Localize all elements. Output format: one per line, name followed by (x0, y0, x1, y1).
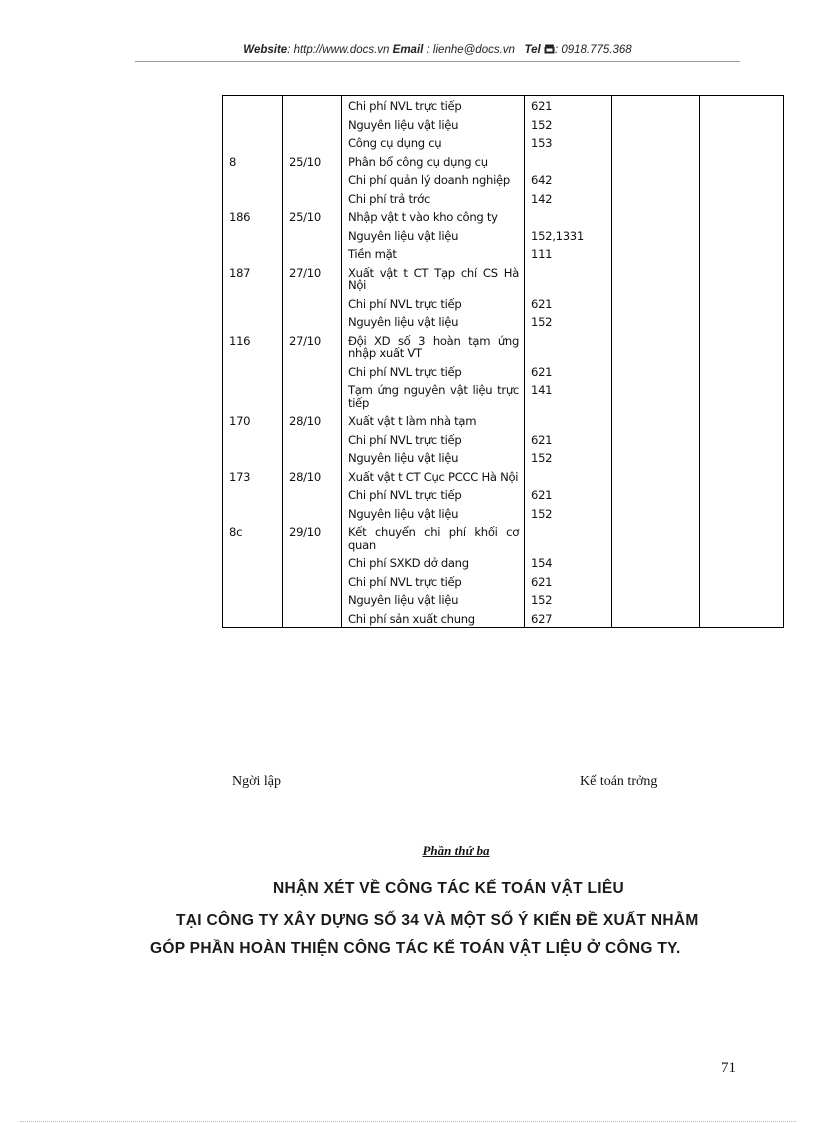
credit-cell (700, 133, 784, 152)
debit-cell (612, 207, 700, 226)
table-row (223, 411, 784, 430)
entry-number-cell (223, 380, 283, 411)
account-cell (525, 207, 612, 226)
table-row (223, 331, 784, 362)
table-row (223, 189, 784, 208)
tel-label: Tel (524, 44, 541, 56)
entry-date-cell: 27/10 (283, 331, 342, 362)
credit-cell (700, 263, 784, 294)
entry-date-cell (283, 609, 342, 628)
entry-date-cell (283, 553, 342, 572)
entry-date-cell (283, 189, 342, 208)
entry-number-cell (223, 96, 283, 115)
account-cell: 621 (525, 430, 612, 449)
table-row (223, 485, 784, 504)
account-cell (525, 152, 612, 171)
debit-cell (612, 467, 700, 486)
account-cell: 642 (525, 170, 612, 189)
credit-cell (700, 244, 784, 263)
table-row (223, 207, 784, 226)
account-cell: 621 (525, 362, 612, 381)
description-cell: Nguyên liệu vật liệu (342, 590, 525, 609)
debit-cell (612, 590, 700, 609)
credit-cell (700, 522, 784, 553)
credit-cell (700, 331, 784, 362)
table-row (223, 152, 784, 171)
ledger-table (222, 95, 784, 628)
section-heading-line-2: TẠI CÔNG TY XÂY DỰNG SỐ 34 VÀ MỘT SỐ Ý KIẾN ĐỀ XUẤT NHẰM (176, 912, 699, 929)
entry-number-cell (223, 572, 283, 591)
entry-date-cell (283, 244, 342, 263)
debit-cell (612, 152, 700, 171)
debit-cell (612, 263, 700, 294)
entry-number-cell (223, 448, 283, 467)
entry-date-cell (283, 590, 342, 609)
debit-cell (612, 133, 700, 152)
email-label: Email (392, 44, 424, 56)
entry-date-cell (283, 362, 342, 381)
description-cell: Nguyên liệu vật liệu (342, 448, 525, 467)
description-cell: Chi phí sản xuất chung (342, 609, 525, 628)
entry-date-cell (283, 96, 342, 115)
description-cell: Phân bổ công cụ dụng cụ (342, 152, 525, 171)
description-cell: Chi phí NVL trực tiếp (342, 96, 525, 115)
table-row (223, 380, 784, 411)
entry-date-cell (283, 133, 342, 152)
credit-cell (700, 170, 784, 189)
credit-cell (700, 152, 784, 171)
entry-number-cell: 170 (223, 411, 283, 430)
description-cell: Chi phí NVL trực tiếp (342, 485, 525, 504)
credit-cell (700, 430, 784, 449)
preparer-signature-label: Ngời lập (232, 774, 282, 789)
entry-number-cell (223, 133, 283, 152)
table-row (223, 572, 784, 591)
debit-cell (612, 522, 700, 553)
credit-cell (700, 96, 784, 115)
description-cell: Chi phí NVL trực tiếp (342, 430, 525, 449)
debit-cell (612, 312, 700, 331)
description-cell: Xuất vật t CT Tạp chí CS Hà Nội (342, 263, 525, 294)
debit-cell (612, 430, 700, 449)
description-cell: Nguyên liệu vật liệu (342, 504, 525, 523)
entry-number-cell: 187 (223, 263, 283, 294)
table-row (223, 133, 784, 152)
table-row (223, 522, 784, 553)
debit-cell (612, 294, 700, 313)
description-cell: Chi phí NVL trực tiếp (342, 294, 525, 313)
account-cell: 152 (525, 312, 612, 331)
description-cell: Chi phí NVL trực tiếp (342, 572, 525, 591)
description-cell: Chi phí NVL trực tiếp (342, 362, 525, 381)
account-cell (525, 331, 612, 362)
credit-cell (700, 189, 784, 208)
account-cell (525, 522, 612, 553)
table-row (223, 244, 784, 263)
account-cell: 154 (525, 553, 612, 572)
debit-cell (612, 96, 700, 115)
debit-cell (612, 362, 700, 381)
credit-cell (700, 553, 784, 572)
description-cell: Tạm ứng nguyên vật liệu trực tiếp (342, 380, 525, 411)
entry-number-cell (223, 553, 283, 572)
account-cell: 142 (525, 189, 612, 208)
page-header (135, 44, 740, 62)
debit-cell (612, 411, 700, 430)
credit-cell (700, 380, 784, 411)
description-cell: Nguyên liệu vật liệu (342, 115, 525, 134)
entry-number-cell (223, 170, 283, 189)
entry-number-cell: 186 (223, 207, 283, 226)
debit-cell (612, 115, 700, 134)
entry-date-cell: 27/10 (283, 263, 342, 294)
debit-cell (612, 504, 700, 523)
entry-date-cell (283, 430, 342, 449)
entry-date-cell (283, 448, 342, 467)
entry-date-cell (283, 115, 342, 134)
entry-number-cell (223, 244, 283, 263)
description-cell: Đội XD số 3 hoàn tạm ứng nhập xuất VT (342, 331, 525, 362)
account-cell: 621 (525, 294, 612, 313)
table-row (223, 170, 784, 189)
section-heading-line-1: NHẬN XÉT VỀ CÔNG TÁC KẾ TOÁN VẬT LIÊU (273, 880, 624, 897)
phone-icon (544, 44, 555, 54)
description-cell: Chi phí trả trớc (342, 189, 525, 208)
table-row (223, 467, 784, 486)
entry-date-cell (283, 294, 342, 313)
account-cell: 152,1331 (525, 226, 612, 245)
section-heading-line-3: GÓP PHẦN HOÀN THIỆN CÔNG TÁC KẾ TOÁN VẬT LIỆU Ở CÔNG TY. (150, 940, 681, 957)
table-row (223, 115, 784, 134)
entry-date-cell (283, 572, 342, 591)
debit-cell (612, 244, 700, 263)
description-cell: Nguyên liệu vật liệu (342, 312, 525, 331)
table-row (223, 294, 784, 313)
table-row (223, 362, 784, 381)
entry-date-cell (283, 170, 342, 189)
table-row (223, 553, 784, 572)
table-row (223, 504, 784, 523)
account-cell: 627 (525, 609, 612, 628)
account-cell (525, 467, 612, 486)
entry-date-cell: 28/10 (283, 467, 342, 486)
part-title: Phần thứ ba (422, 843, 490, 858)
account-cell: 621 (525, 572, 612, 591)
debit-cell (612, 380, 700, 411)
credit-cell (700, 504, 784, 523)
entry-number-cell (223, 485, 283, 504)
account-cell: 152 (525, 590, 612, 609)
credit-cell (700, 448, 784, 467)
description-cell: Kết chuyển chi phí khối cơ quan (342, 522, 525, 553)
credit-cell (700, 485, 784, 504)
debit-cell (612, 572, 700, 591)
table-row (223, 226, 784, 245)
entry-number-cell (223, 609, 283, 628)
table-row (223, 430, 784, 449)
entry-number-cell (223, 590, 283, 609)
entry-date-cell: 28/10 (283, 411, 342, 430)
debit-cell (612, 553, 700, 572)
entry-number-cell: 8c (223, 522, 283, 553)
table-row (223, 312, 784, 331)
credit-cell (700, 609, 784, 628)
entry-number-cell (223, 362, 283, 381)
account-cell: 152 (525, 504, 612, 523)
debit-cell (612, 226, 700, 245)
description-cell: Nhập vật t vào kho công ty (342, 207, 525, 226)
entry-date-cell: 25/10 (283, 207, 342, 226)
entry-number-cell (223, 226, 283, 245)
description-cell: Chi phí SXKD dở dang (342, 553, 525, 572)
credit-cell (700, 467, 784, 486)
credit-cell (700, 590, 784, 609)
debit-cell (612, 609, 700, 628)
debit-cell (612, 170, 700, 189)
debit-cell (612, 485, 700, 504)
description-cell: Xuất vật t làm nhà tạm (342, 411, 525, 430)
debit-cell (612, 331, 700, 362)
website-label: Website (243, 44, 288, 56)
entry-date-cell (283, 312, 342, 331)
entry-date-cell: 25/10 (283, 152, 342, 171)
entry-number-cell (223, 504, 283, 523)
account-cell (525, 263, 612, 294)
account-cell (525, 411, 612, 430)
entry-number-cell (223, 189, 283, 208)
table-row (223, 590, 784, 609)
ledger-body (223, 96, 784, 628)
description-cell: Chi phí quản lý doanh nghiệp (342, 170, 525, 189)
credit-cell (700, 226, 784, 245)
entry-date-cell (283, 226, 342, 245)
tel-value: : 0918.775.368 (554, 44, 632, 56)
description-cell: Tiền mặt (342, 244, 525, 263)
debit-cell (612, 189, 700, 208)
entry-number-cell: 173 (223, 467, 283, 486)
description-cell: Nguyên liệu vật liệu (342, 226, 525, 245)
entry-number-cell: 8 (223, 152, 283, 171)
table-row (223, 263, 784, 294)
account-cell: 621 (525, 485, 612, 504)
credit-cell (700, 115, 784, 134)
entry-number-cell (223, 294, 283, 313)
footer-divider (20, 1121, 796, 1122)
entry-number-cell: 116 (223, 331, 283, 362)
account-cell: 111 (525, 244, 612, 263)
chief-accountant-signature-label: Kế toán trởng (580, 774, 658, 789)
account-cell: 141 (525, 380, 612, 411)
email-value: : lienhe@docs.vn (426, 44, 515, 56)
account-cell: 152 (525, 115, 612, 134)
entry-number-cell (223, 430, 283, 449)
debit-cell (612, 448, 700, 467)
credit-cell (700, 411, 784, 430)
entry-number-cell (223, 312, 283, 331)
table-row (223, 96, 784, 115)
entry-date-cell (283, 485, 342, 504)
credit-cell (700, 207, 784, 226)
website-value: : http://www.docs.vn (287, 44, 390, 56)
description-cell: Công cụ dụng cụ (342, 133, 525, 152)
table-row (223, 448, 784, 467)
credit-cell (700, 294, 784, 313)
account-cell: 621 (525, 96, 612, 115)
credit-cell (700, 312, 784, 331)
page-number: 71 (721, 1060, 736, 1076)
credit-cell (700, 572, 784, 591)
entry-date-cell: 29/10 (283, 522, 342, 553)
description-cell: Xuất vật t CT Cục PCCC Hà Nội (342, 467, 525, 486)
entry-date-cell (283, 380, 342, 411)
credit-cell (700, 362, 784, 381)
table-row (223, 609, 784, 628)
entry-number-cell (223, 115, 283, 134)
entry-date-cell (283, 504, 342, 523)
account-cell: 153 (525, 133, 612, 152)
account-cell: 152 (525, 448, 612, 467)
